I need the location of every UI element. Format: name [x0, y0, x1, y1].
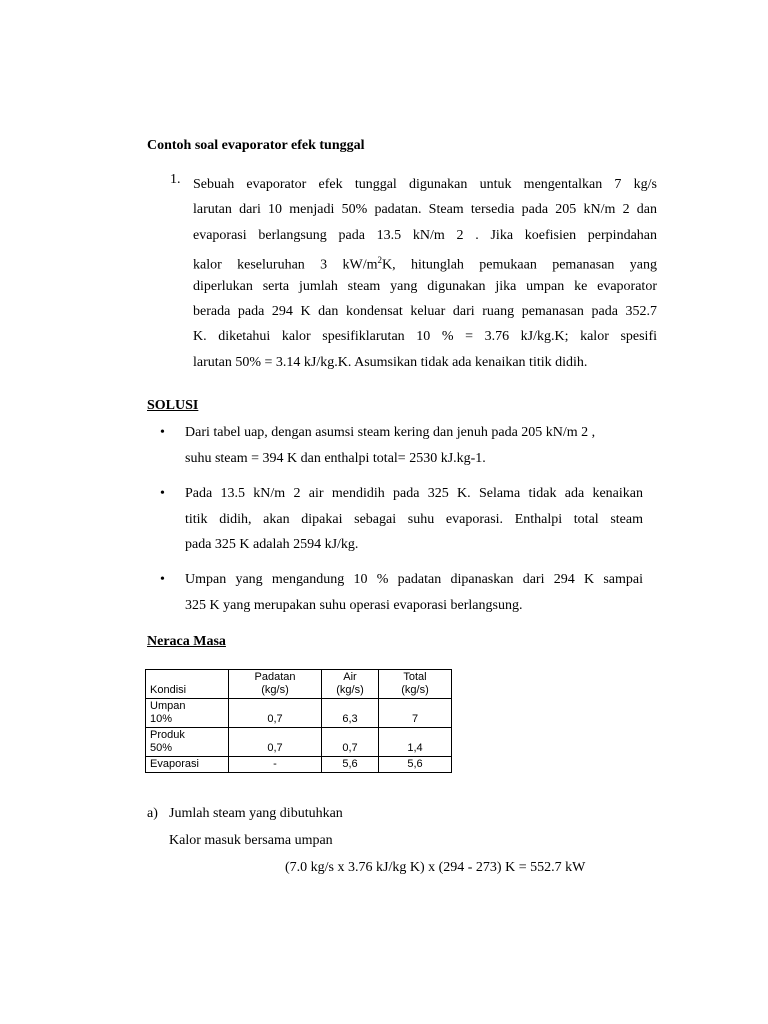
mass-balance-table	[145, 669, 452, 773]
header-kondisi: Kondisi	[146, 670, 229, 699]
header-padatan: Padatan (kg/s)	[229, 670, 322, 699]
formula: (7.0 kg/s x 3.76 kJ/kg K) x (294 - 273) K = 552.7 kW	[285, 860, 586, 875]
question-line: diperlukan serta jumlah steam yang digunakan jika umpan ke evaporator	[193, 278, 657, 294]
bullet-icon: •	[160, 425, 165, 440]
bullet-icon: •	[160, 572, 165, 587]
row-label: Produk 50%	[146, 728, 229, 757]
table-row	[146, 757, 452, 773]
cell-air: 6,3	[322, 699, 379, 728]
bullet-item	[185, 481, 643, 558]
neraca-heading: Neraca Masa	[147, 634, 226, 649]
bullet-line: Dari tabel uap, dengan asumsi steam kering dan jenuh pada 205 kN/m 2 ,	[185, 425, 596, 440]
question-line: larutan 50% = 3.14 kJ/kg.K. Asumsikan tidak ada kenaikan titik didih.	[193, 354, 588, 370]
bullet-line: Pada 13.5 kN/m 2 air mendidih pada 325 K. Selama tidak ada kenaikan	[185, 486, 643, 501]
table-row	[146, 699, 452, 728]
cell-total: 5,6	[379, 757, 452, 773]
bullet-line: titik didih, akan dipakai sebagai suhu evaporasi. Enthalpi total steam	[185, 511, 643, 527]
table-header-row	[146, 670, 452, 699]
header-air: Air (kg/s)	[322, 670, 379, 699]
kalor-text: Kalor masuk bersama umpan	[169, 833, 333, 848]
bullet-line: suhu steam = 394 K dan enthalpi total= 2530 kJ.kg-1.	[185, 450, 486, 466]
table-row	[146, 728, 452, 757]
cell-total: 1,4	[379, 728, 452, 757]
question-line: larutan dari 10 menjadi 50% padatan. Steam tersedia pada 205 kN/m 2 dan	[193, 202, 657, 218]
bullet-item	[185, 420, 643, 471]
cell-padatan: 0,7	[229, 728, 322, 757]
question-line: evaporasi berlangsung pada 13.5 kN/m 2 . Jika koefisien perpindahan	[193, 227, 657, 243]
cell-total: 7	[379, 699, 452, 728]
cell-padatan: 0,7	[229, 699, 322, 728]
document-title: Contoh soal evaporator efek tunggal	[147, 138, 365, 153]
question-number: 1.	[170, 172, 181, 187]
cell-air: 0,7	[322, 728, 379, 757]
question-text	[193, 172, 657, 375]
solusi-heading: SOLUSI	[147, 398, 199, 413]
cell-air: 5,6	[322, 757, 379, 773]
bullet-line: pada 325 K adalah 2594 kJ/kg.	[185, 537, 359, 553]
part-a-heading: Jumlah steam yang dibutuhkan	[169, 806, 343, 821]
bullet-line: Umpan yang mengandung 10 % padatan dipanaskan dari 294 K sampai	[185, 572, 643, 587]
row-label: Umpan 10%	[146, 699, 229, 728]
bullet-item	[185, 567, 643, 618]
row-label: Evaporasi	[146, 757, 229, 773]
question-line: berada pada 294 K dan kondensat keluar dari ruang pemanasan pada 352.7	[193, 303, 657, 319]
bullet-icon: •	[160, 486, 165, 501]
bullet-line: 325 K yang merupakan suhu operasi evaporasi berlangsung.	[185, 597, 523, 613]
question-line: K. diketahui kalor spesifiklarutan 10 % = 3.76 kJ/kg.K; kalor spesifi	[193, 329, 657, 345]
question-line: Sebuah evaporator efek tunggal digunakan untuk mengentalkan 7 kg/s	[193, 177, 657, 192]
part-a-label: a)	[147, 806, 158, 821]
question-line: kalor keseluruhan 3 $kW/m^2K$, hitunglah pemukaan pemanasan yang	[193, 255, 657, 273]
cell-padatan: -	[229, 757, 322, 773]
header-total: Total (kg/s)	[379, 670, 452, 699]
